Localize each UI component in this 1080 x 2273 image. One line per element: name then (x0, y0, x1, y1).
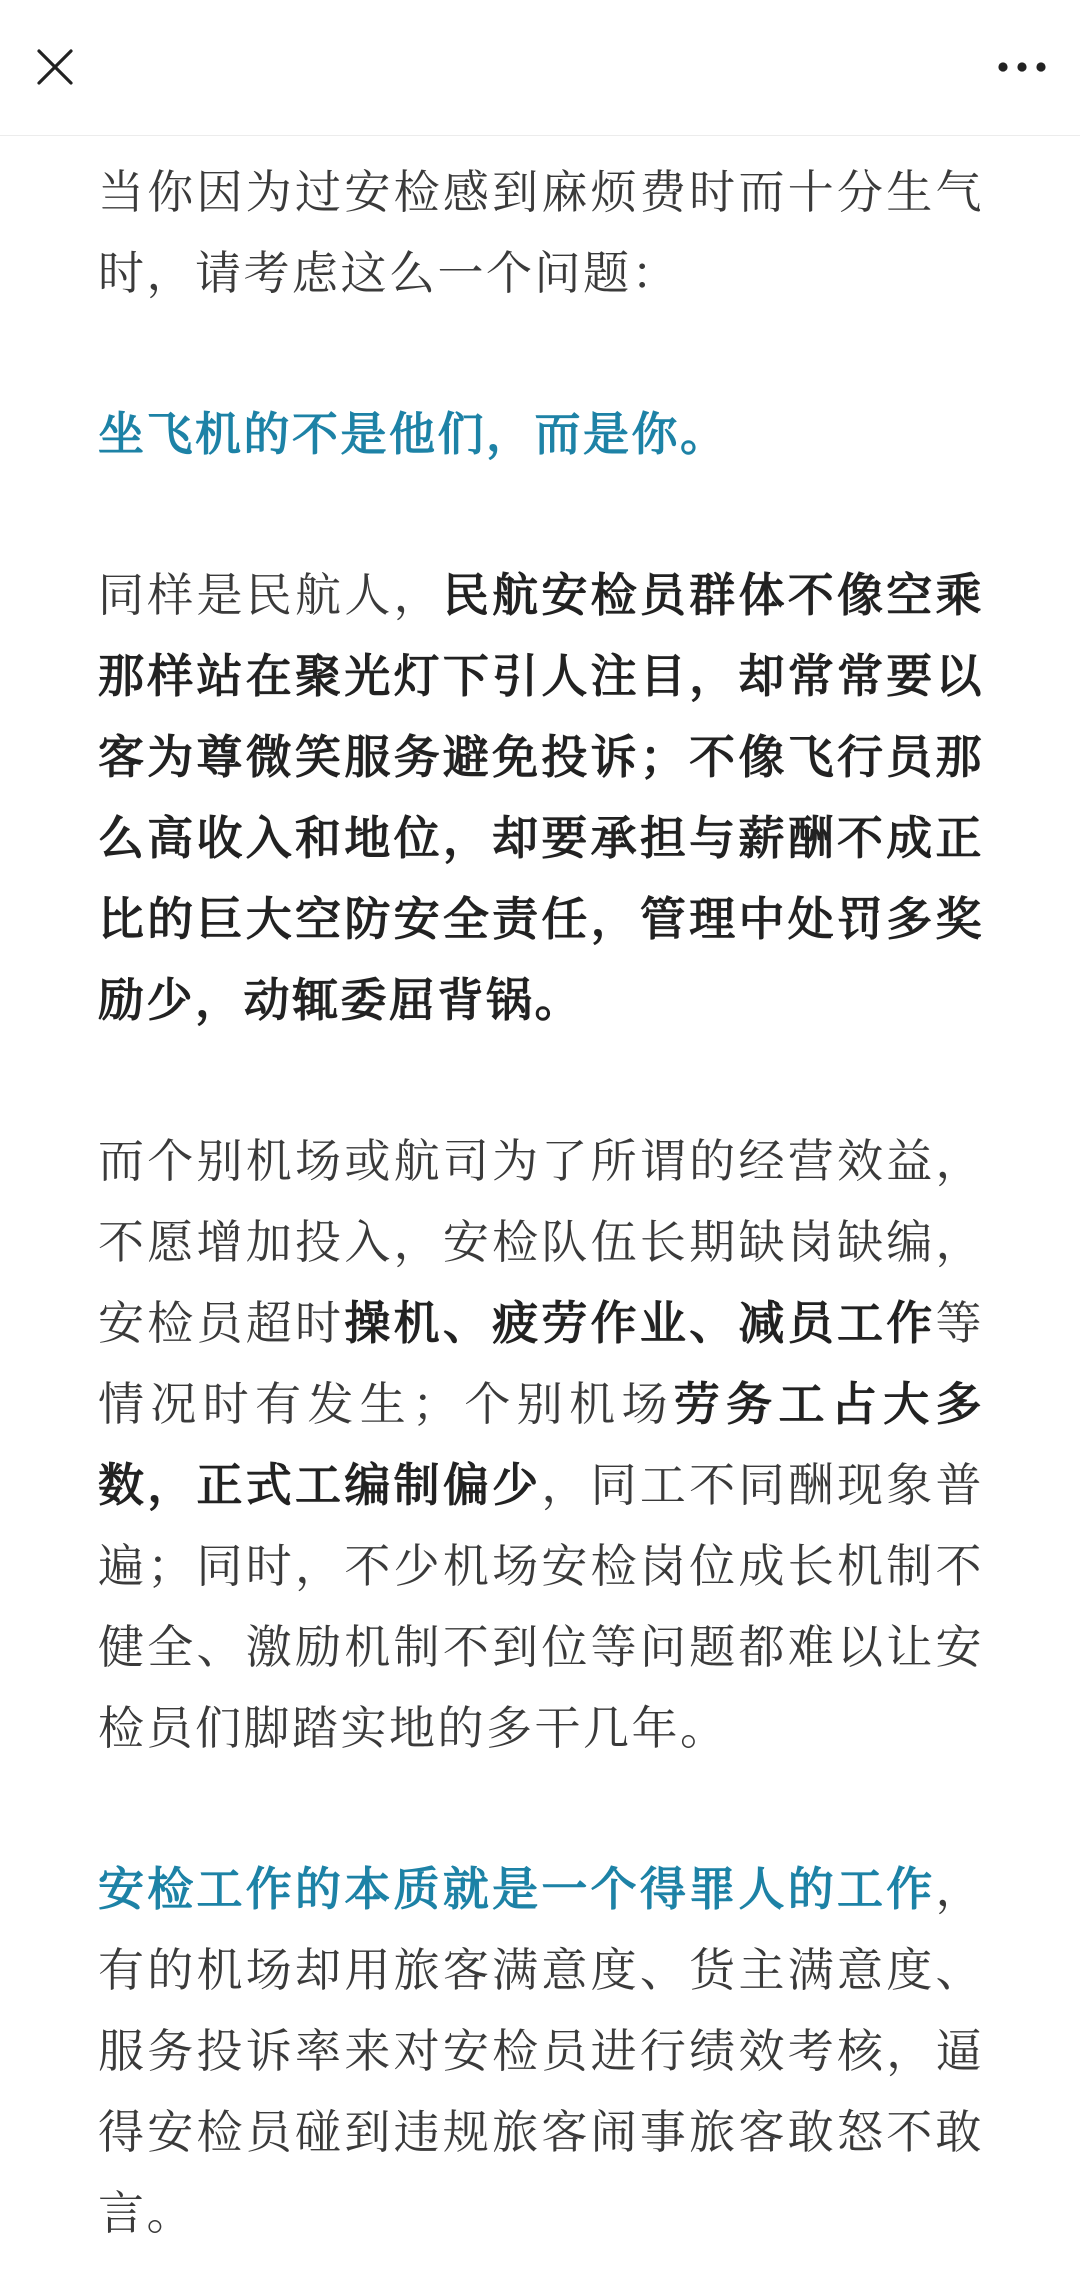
close-icon (35, 47, 75, 87)
paragraph-3 (98, 555, 984, 1041)
paragraph-4-text-a: 而个别机场或航司为了所谓的经营效益，不愿增加投入，安检队伍长期缺岗缺编，安检员超时 (98, 1134, 984, 1350)
paragraph-4-text-c: ，同工不同酬现象普遍；同时，不少机场安检岗位成长机制不健全、激励机制不到位等问题都难以让安检员们脚踏实地的多干几年。 (98, 1458, 985, 1755)
paragraph-1-text: 当你因为过安检感到麻烦费时而十分生气时，请考虑这么一个问题： (98, 165, 984, 300)
more-button[interactable] (990, 38, 1054, 96)
more-dots-icon (996, 60, 1048, 74)
paragraph-3-bold: 民航安检员群体不像空乘那样站在聚光灯下引人注目，却常常要以客为尊微笑服务避免投诉；不像飞行员那么高收入和地位，却要承担与薪酬不成正比的巨大空防安全责任，管理中处罚多奖励少，动辄委屈背锅。 (98, 568, 985, 1027)
paragraph-2 (98, 394, 984, 475)
paragraph-4-bold-a: 操机、疲劳作业、减员工作 (344, 1296, 936, 1350)
top-bar (0, 0, 1080, 136)
paragraph-5-highlight: 安检工作的本质就是一个得罪人的工作 (98, 1862, 936, 1916)
close-button[interactable] (26, 38, 84, 96)
paragraph-5 (98, 1849, 984, 2254)
article-body (98, 152, 984, 2254)
highlight-statement: 坐飞机的不是他们，而是你。 (98, 407, 729, 461)
paragraph-3-intro: 同样是民航人， (98, 568, 443, 622)
paragraph-5-text: ，有的机场却用旅客满意度、货主满意度、服务投诉率来对安检员进行绩效考核，逼得安检员碰到违规旅客闹事旅客敢怒不敢言。 (98, 1862, 984, 2240)
paragraph-4-bold-b: 劳务工占大多数，正式工编制偏少 (98, 1377, 984, 1512)
paragraph-4 (98, 1121, 984, 1769)
paragraph-1 (98, 152, 984, 314)
paragraph-4-text-b: 等情况时有发生；个别机场 (98, 1296, 985, 1431)
